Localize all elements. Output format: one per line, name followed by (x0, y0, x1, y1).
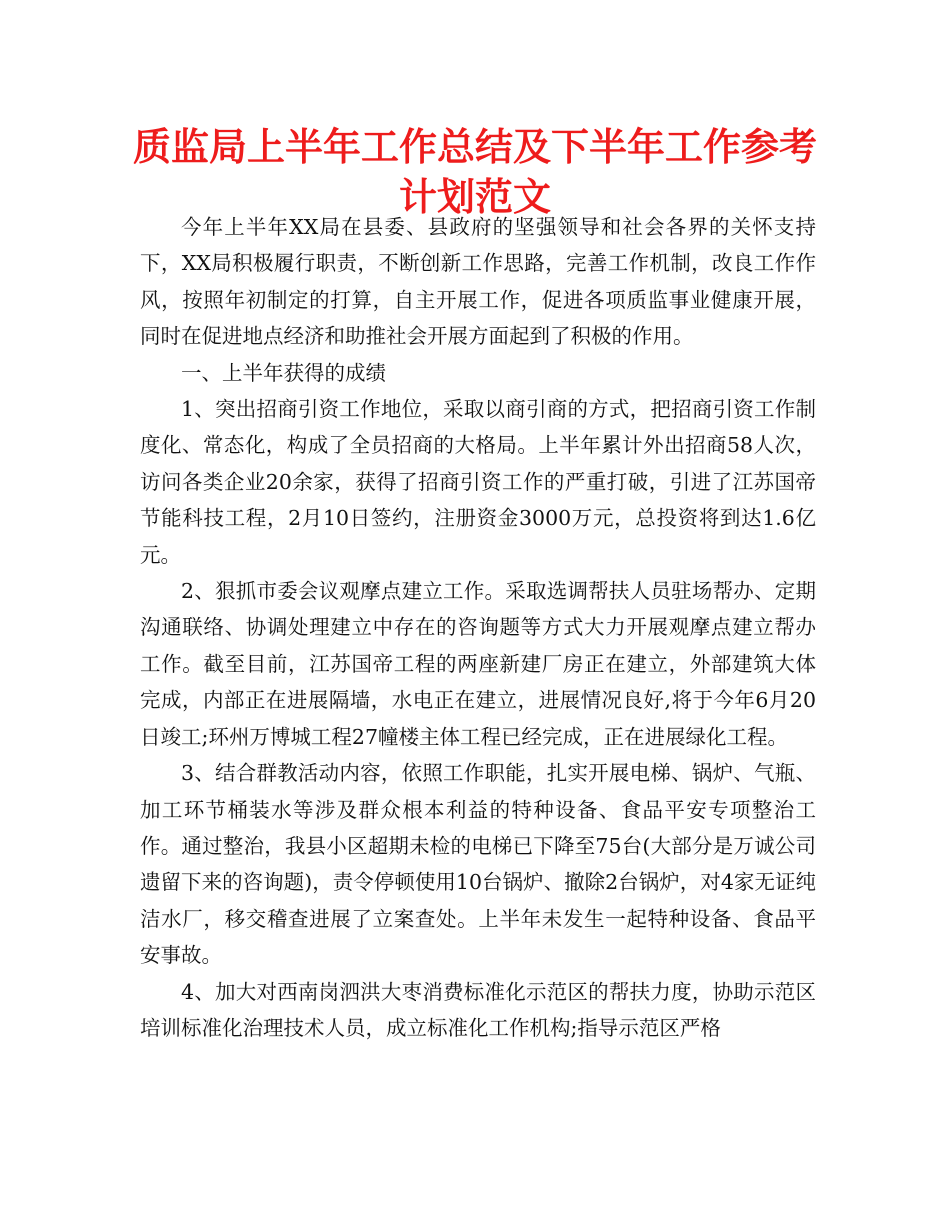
title-line-1: 质监局上半年工作总结及下半年工作参考 (132, 125, 817, 169)
paragraph-item-3: 3、结合群教活动内容，依照工作职能，扎实开展电梯、锅炉、气瓶、加工环节桶装水等涉及群众根本利益的特种设备、食品平安专项整治工作。通过整治，我县小区超期未检的电梯已下降至75台(大部分是万诚公司遗留下来的咨询题)，责令停顿使用10台锅炉、撤除2台锅炉，对4家无证纯洁水厂，移交稽查进展了立案查处。上半年未发生一起特种设备、食品平安事故。 (140, 761, 816, 968)
paragraph-item-4: 4、加大对西南岗泗洪大枣消费标准化示范区的帮扶力度，协助示范区培训标准化治理技术人员，成立标准化工作机构;指导示范区严格 (140, 979, 816, 1040)
paragraph-item-1: 1、突出招商引资工作地位，采取以商引商的方式，把招商引资工作制度化、常态化，构成了全员招商的大格局。上半年累计外出招商58人次，访问各类企业20余家，获得了招商引资工作的严重打破，引进了江苏国帝节能科技工程，2月10日签约，注册资金3000万元，总投资将到达1.6亿元。 (140, 397, 816, 567)
paragraph-item-2: 2、狠抓市委会议观摩点建立工作。采取选调帮扶人员驻场帮办、定期沟通联络、协调处理建立中存在的咨询题等方式大力开展观摩点建立帮办工作。截至目前，江苏国帝工程的两座新建厂房正在建立，外部建筑大体完成，内部正在进展隔墙，水电正在建立，进展情况良好,将于今年6月20日竣工;环州万博城工程27幢楼主体工程已经完成，正在进展绿化工程。 (140, 579, 816, 749)
document-body (140, 209, 816, 1046)
document-title (120, 122, 830, 222)
section-heading: 一、上半年获得的成绩 (181, 360, 386, 385)
intro-paragraph: 今年上半年XX局在县委、县政府的坚强领导和社会各界的关怀支持下，XX局积极履行职责，不断创新工作思路，完善工作机制，改良工作作风，按照年初制定的打算，自主开展工作，促进各项质监事业健康开展，同时在促进地点经济和助推社会开展方面起到了积极的作用。 (140, 215, 816, 349)
title-line-2: 计划范文 (398, 175, 551, 219)
